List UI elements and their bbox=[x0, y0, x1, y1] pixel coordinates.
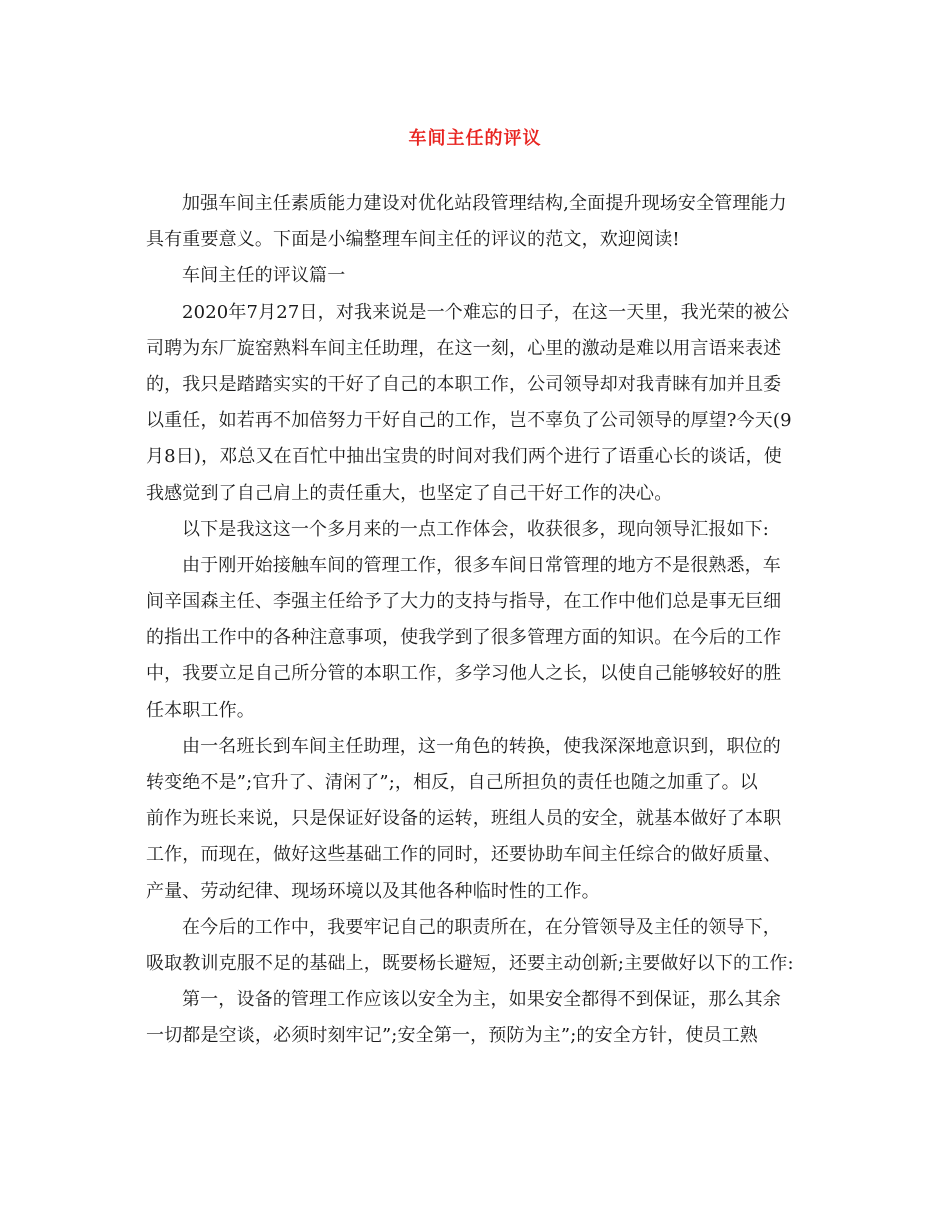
text-line: 工作，而现在，做好这些基础工作的同时，还要协助车间主任综合的做好质量、 bbox=[146, 844, 782, 866]
text-line: 由一名班长到车间主任助理，这一角色的转换，使我深深地意识到，职位的 bbox=[182, 735, 781, 757]
text-line: 由于刚开始接触车间的管理工作，很多车间日常管理的地方不是很熟悉，车 bbox=[182, 554, 781, 576]
text-line: 具有重要意义。下面是小编整理车间主任的评议的范文，欢迎阅读! bbox=[146, 229, 680, 251]
text-line: 的，我只是踏踏实实的干好了自己的本职工作，公司领导却对我青睐有加并且委 bbox=[146, 373, 782, 395]
text-line: 中，我要立足自己所分管的本职工作，多学习他人之长，以使自己能够较好的胜 bbox=[146, 663, 782, 685]
text-line: 我感觉到了自己肩上的责任重大，也坚定了自己干好工作的决心。 bbox=[146, 482, 673, 504]
text-line: 司聘为东厂旋窑熟料车间主任助理，在这一刻，心里的激动是难以用言语来表述 bbox=[146, 337, 782, 359]
text-line: 的指出工作中的各种注意事项，使我学到了很多管理方面的知识。在今后的工作 bbox=[146, 627, 782, 649]
text-line: 车间主任的评议篇一 bbox=[182, 265, 346, 287]
text-line: 在今后的工作中，我要牢记自己的职责所在，在分管领导及主任的领导下， bbox=[182, 916, 781, 938]
document-title: 车间主任的评议 bbox=[408, 128, 542, 149]
text-line: 前作为班长来说，只是保证好设备的运转，班组人员的安全，就基本做好了本职 bbox=[146, 808, 782, 830]
document-body bbox=[146, 186, 806, 1055]
text-line: 产量、劳动纪律、现场环境以及其他各种临时性的工作。 bbox=[146, 880, 600, 902]
text-line: 以下是我这这一个多月来的一点工作体会，收获很多，现向领导汇报如下: bbox=[182, 518, 770, 540]
text-line: 以重任，如若再不加倍努力干好自己的工作，岂不辜负了公司领导的厚望?今天(9 bbox=[146, 410, 792, 432]
text-line: 第一，设备的管理工作应该以安全为主，如果安全都得不到保证，那么其余 bbox=[182, 989, 781, 1011]
text-line: 月8日)，邓总又在百忙中抽出宝贵的时间对我们两个进行了语重心长的谈话，使 bbox=[146, 446, 782, 468]
text-line: 任本职工作。 bbox=[146, 699, 255, 721]
text-line: 2020年7月27日，对我来说是一个难忘的日子，在这一天里，我光荣的被公 bbox=[182, 301, 790, 323]
text-line: 转变绝不是”;官升了、清闲了”;，相反，自己所担负的责任也随之加重了。以 bbox=[146, 772, 758, 793]
text-line: 加强车间主任素质能力建设对优化站段管理结构,全面提升现场安全管理能力 bbox=[182, 193, 787, 214]
text-line: 一切都是空谈，必须时刻牢记”;安全第一，预防为主”;的安全方针，使员工熟 bbox=[146, 1025, 758, 1047]
text-line: 间辛国森主任、李强主任给予了大力的支持与指导，在工作中他们总是事无巨细 bbox=[146, 591, 782, 613]
text-line: 吸取教训克服不足的基础上，既要杨长避短，还要主动创新;主要做好以下的工作: bbox=[146, 952, 794, 974]
